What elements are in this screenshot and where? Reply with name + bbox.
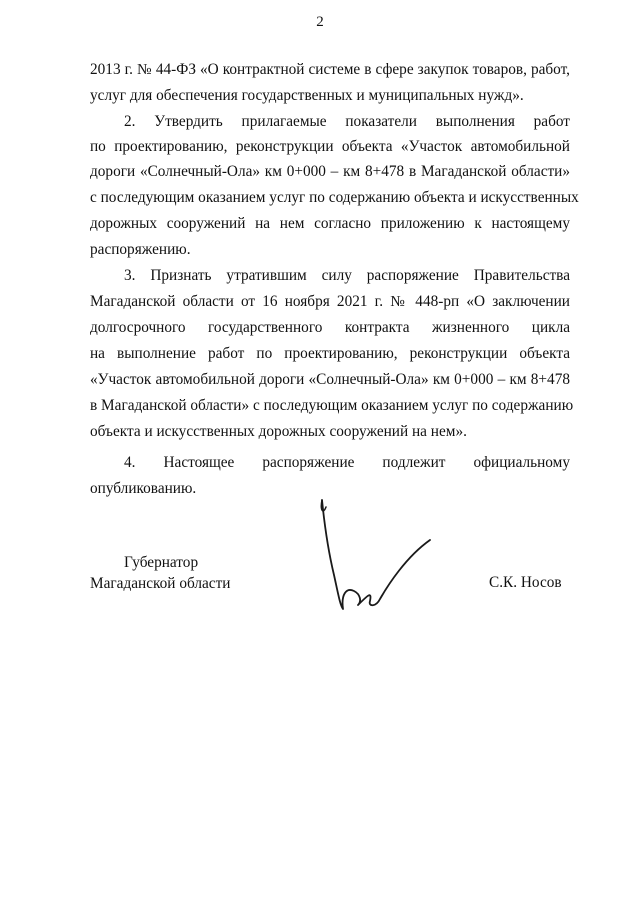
text-line: по проектированию, реконструкции объекта «Участок автомобильной [90,138,570,155]
page-number: 2 [316,14,324,30]
text-line: с последующим оказанием услуг по содержанию объекта и искусственных [90,189,579,206]
text-line: «Участок автомобильной дороги «Солнечный-Ола» км 0+000 – км 8+478 [90,371,570,388]
text-line: в Магаданской области» с последующим оказанием услуг по содержанию [90,397,574,414]
text-line: 2013 г. № 44-ФЗ «О контрактной системе в сфере закупок товаров, работ, [90,61,570,78]
text-line: долгосрочного государственного контракта жизненного цикла [90,319,570,336]
text-line: опубликованию. [90,480,197,497]
text-line: 4. Настоящее распоряжение подлежит официальному [124,454,570,471]
text-line: услуг для обеспечения государственных и муниципальных нужд». [90,87,524,104]
text-line: 3. Признать утратившим силу распоряжение Правительства [124,267,570,284]
signatory-title-line1: Губернатор [124,554,199,571]
text-line: 2. Утвердить прилагаемые показатели выполнения работ [124,113,570,130]
signatory-title-line2: Магаданской области [90,575,231,592]
text-line: объекта и искусственных дорожных сооружений на нем». [90,423,467,440]
text-line: Магаданской области от 16 ноября 2021 г. № 448-рп «О заключении [90,293,570,310]
signatory-name: С.К. Носов [489,574,562,591]
text-line: дороги «Солнечный-Ола» км 0+000 – км 8+478 в Магаданской области» [90,163,570,180]
text-line: распоряжению. [90,241,191,258]
handwritten-signature [310,495,440,620]
text-line: дорожных сооружений на нем согласно приложению к настоящему [90,215,570,232]
text-line: на выполнение работ по проектированию, реконструкции объекта [90,345,570,362]
